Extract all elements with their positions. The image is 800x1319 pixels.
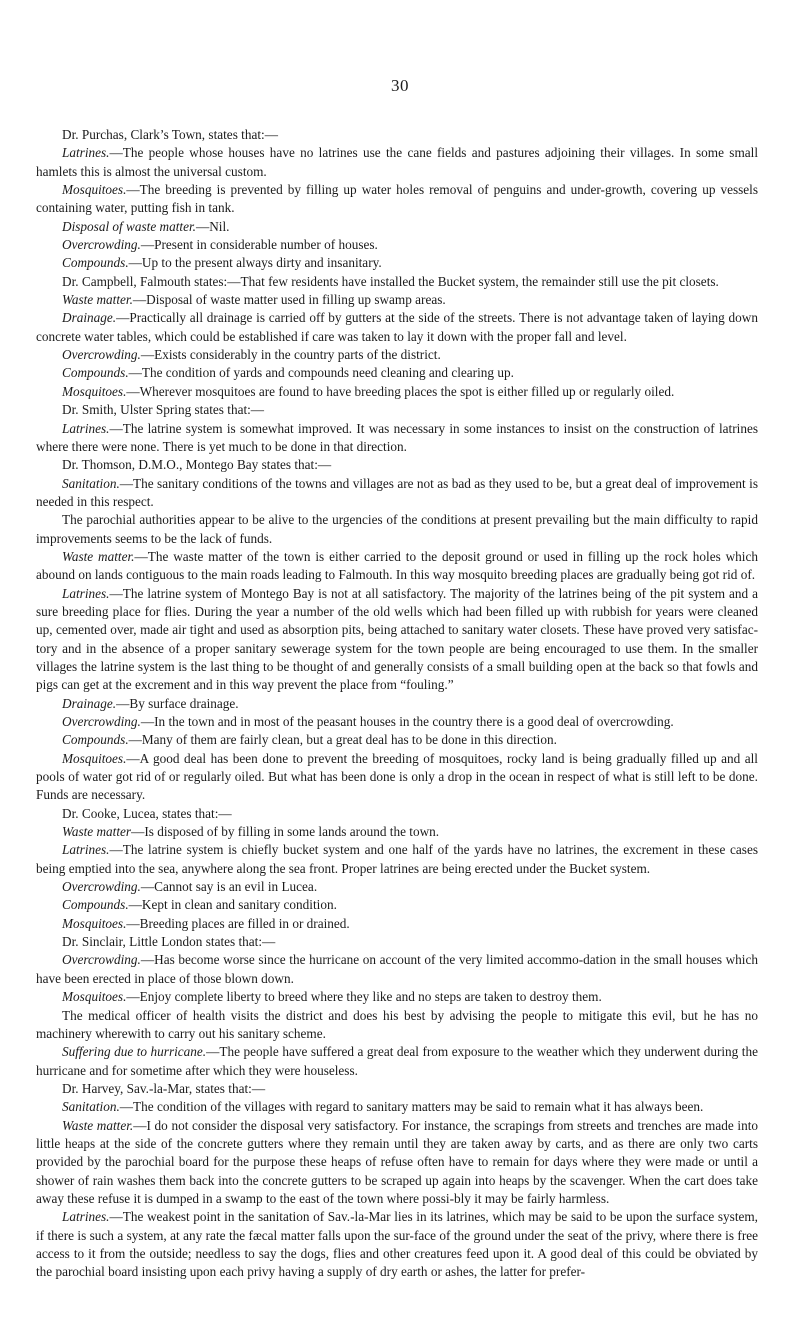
statement-paragraph [36, 933, 758, 951]
section-heading: Overcrowding. [62, 714, 141, 729]
section-heading: Disposal of waste matter. [62, 218, 196, 234]
section-heading: Compounds. [62, 732, 129, 748]
section-heading: Overcrowding. [62, 952, 141, 968]
paragraph-text: Dr. Smith, Ulster Spring states that:— [62, 402, 265, 418]
section-heading: Overcrowding. [62, 347, 141, 363]
section-heading: Compounds. [62, 365, 129, 381]
section-paragraph [36, 291, 758, 309]
section-heading: Mosquitoes. [62, 989, 127, 1005]
paragraph-text: Dr. Sinclair, Little London states that:— [62, 934, 276, 950]
paragraph-text: —Practically all drainage is carried off by gutters at the side of the streets. There is not advantage taken of laying down concrete water tables, which could be established if care was taken to lay it down with the proper fall and level. [36, 310, 758, 344]
section-paragraph [36, 383, 758, 401]
section-paragraph [36, 1117, 758, 1209]
paragraph-text: —The latrine system is somewhat improved. It was necessary in some instances to insist on the construction of latrines where there were none. There is yet much to be done in that direction. [36, 420, 758, 454]
paragraph-text: —By surface drainage. [116, 695, 239, 711]
section-heading: Waste matter [62, 824, 132, 840]
statement-paragraph [36, 1080, 758, 1098]
paragraph-text: —The weakest point in the sanitation of Sav.-la-Mar lies in its latrines, which may be said to be upon the surface system, if there is such a system, at any rate the fæcal matter falls upon the sur-face of the ground under the seat of the privy, where there is free access to it from the outside; needless to say the dogs, flies and other creatures feed upon it. A good deal of this could be obviated by the parochial board insisting upon each privy having a supply of dry earth or ashes, the latter for prefer- [36, 1209, 758, 1280]
section-heading: Overcrowding. [62, 879, 141, 895]
paragraph-text: Dr. Campbell, Falmouth states:—That few residents have installed the Bucket system, the remainder still use the pit closets. [62, 273, 719, 289]
section-paragraph [36, 144, 758, 181]
section-heading: Suffering due to hurricane. [62, 1044, 207, 1060]
paragraph-text: Dr. Cooke, Lucea, states that:— [62, 805, 232, 821]
statement-paragraph [36, 805, 758, 823]
section-heading: Latrines. [62, 145, 110, 161]
section-paragraph [36, 309, 758, 346]
paragraph-text: Dr. Harvey, Sav.-la-Mar, states that:— [62, 1080, 266, 1096]
section-heading: Sanitation. [62, 1099, 120, 1115]
statement-paragraph [36, 401, 758, 419]
report-body [36, 126, 758, 1282]
section-paragraph [36, 988, 758, 1006]
paragraph-text: —Cannot say is an evil in Lucea. [140, 879, 318, 895]
section-paragraph [36, 951, 758, 988]
section-paragraph [36, 915, 758, 933]
section-paragraph [36, 823, 758, 841]
section-paragraph [36, 236, 758, 254]
paragraph-text: —Present in considerable number of houses. [140, 237, 378, 253]
section-paragraph [36, 254, 758, 272]
section-heading: Compounds. [62, 897, 129, 913]
paragraph-text: Dr. Thomson, D.M.O., Montego Bay states that:— [62, 457, 332, 473]
section-paragraph [36, 548, 758, 585]
section-paragraph [36, 878, 758, 896]
paragraph-text: —The latrine system of Montego Bay is not at all satisfactory. The majority of the latrines being of the pit system and a sure breeding place for flies. During the year a number of the old wells which had been filled up with rubbish for years were cleaned up, cemented over, made air tight and used as absorption pits, being attached to sanitary water closets. These have proved very satisfac-tory and in the absence of a proper sanitary sewerage system for the town people are being encouraged to use them. In the smaller villages the latrine system is the last thing to be thought of and generally consists of a small building open at the back so that fowls and pigs can get at the excrement and in this way prevent the place from “fouling.” [36, 585, 758, 693]
section-heading: Overcrowding. [62, 237, 141, 253]
paragraph-text: —Has become worse since the hurricane on account of the very limited accommo-dation in the small houses which have been erected in place of those blown down. [36, 952, 758, 986]
statement-paragraph [36, 126, 758, 144]
statement-paragraph [36, 1007, 758, 1044]
section-paragraph [36, 896, 758, 914]
paragraph-text: —Disposal of waste matter used in filling up swamp areas. [132, 292, 446, 308]
section-paragraph [36, 1098, 758, 1116]
section-paragraph [36, 475, 758, 512]
paragraph-text: The medical officer of health visits the district and does his best by advising the people to mitigate this evil, but he has no machinery wherewith to carry out his sanitary scheme. [36, 1007, 758, 1041]
section-paragraph [36, 731, 758, 749]
paragraph-text: —Exists considerably in the country parts of the district. [140, 347, 441, 363]
section-heading: Latrines. [62, 1209, 110, 1225]
section-paragraph [36, 695, 758, 713]
section-paragraph [36, 585, 758, 695]
paragraph-text: —Kept in clean and sanitary condition. [128, 897, 337, 913]
section-heading: Drainage. [62, 695, 117, 711]
section-paragraph [36, 841, 758, 878]
paragraph-text: The parochial authorities appear to be alive to the urgencies of the conditions at present prevailing but the main difficulty to rapid improvements seems to be the lack of funds. [36, 512, 758, 546]
section-paragraph [36, 750, 758, 805]
paragraph-text: —The breeding is prevented by filling up water holes removal of penguins and under-growth, covering up vessels containing water, putting fish in tank. [36, 182, 758, 216]
section-heading: Latrines. [62, 842, 110, 858]
statement-paragraph [36, 273, 758, 291]
section-paragraph [36, 713, 758, 731]
section-heading: Sanitation. [62, 475, 120, 491]
paragraph-text: —The latrine system is chiefly bucket system and one half of the yards have no latrines, the excrement in these cases being emptied into the sea, anywhere along the sea front. Proper latrines are being erected under the Bucket system. [36, 842, 758, 876]
paragraph-text: —Up to the present always dirty and insanitary. [128, 255, 382, 271]
section-heading: Waste matter. [62, 292, 133, 308]
section-heading: Mosquitoes. [62, 750, 127, 766]
section-heading: Waste matter. [62, 1117, 134, 1133]
section-heading: Latrines. [62, 420, 110, 436]
section-heading: Latrines. [62, 585, 110, 601]
statement-paragraph [36, 511, 758, 548]
paragraph-text: —A good deal has been done to prevent the breeding of mosquitoes, rocky land is being gradually filled up and all pools of water got rid of or regularly oiled. But what has been done is only a drop in the ocean in respect of what is still left to be done. Funds are necessary. [36, 750, 758, 803]
section-paragraph [36, 181, 758, 218]
paragraph-text: —Breeding places are filled in or drained. [126, 915, 350, 931]
paragraph-text: —Many of them are fairly clean, but a great deal has to be done in this direction. [128, 732, 557, 748]
paragraph-text: —The sanitary conditions of the towns and villages are not as bad as they used to be, but a great deal of improvement is needed in this respect. [36, 475, 758, 509]
paragraph-text: —The condition of the villages with regard to sanitary matters may be said to remain what it has always been. [119, 1099, 704, 1115]
paragraph-text: —The condition of yards and compounds need cleaning and clearing up. [128, 365, 514, 381]
section-heading: Mosquitoes. [62, 915, 127, 931]
section-heading: Waste matter. [62, 548, 135, 564]
section-paragraph [36, 1208, 758, 1281]
paragraph-text: —The people whose houses have no latrines use the cane fields and pastures adjoining their villages. In some small hamlets this is almost the universal custom. [36, 145, 758, 179]
section-paragraph [36, 346, 758, 364]
section-heading: Mosquitoes. [62, 383, 127, 399]
section-paragraph [36, 364, 758, 382]
paragraph-text: —Nil. [195, 218, 230, 234]
statement-paragraph [36, 456, 758, 474]
paragraph-text: —The people have suffered a great deal from exposure to the weather which they underwent during the hurricane and for sometime after which they were houseless. [36, 1044, 758, 1078]
paragraph-text: Dr. Purchas, Clark’s Town, states that:— [62, 127, 278, 142]
paragraph-text: —Enjoy complete liberty to breed where they like and no steps are taken to destroy them. [126, 989, 602, 1005]
section-paragraph [36, 218, 758, 236]
paragraph-text: —The waste matter of the town is either carried to the deposit ground or used in filling up the rock holes which abound on lands contiguous to the main roads leading to Falmouth. In this way mosquito breeding places are gradually being got rid of. [36, 548, 758, 583]
section-heading: Drainage. [62, 310, 117, 326]
paragraph-text: —I do not consider the disposal very satisfactory. For instance, the scrapings from streets and trenches are made into little heaps at the side of the concrete gutters where they remain until they are taken away by carts, and as there are only two carts provided by the parochial board for the purpose these heaps of refuse often have to remain for days where they were made or until a shower of rain washes them back into the concrete gutters to be scraped up again into heaps by the scavenger. When the cart does take away these refuse it is dumped in a swamp to the east of the town where possi-bly it may be fairly harmless. [36, 1117, 758, 1206]
section-paragraph [36, 420, 758, 457]
paragraph-text: —In the town and in most of the peasant houses in the country there is a good deal of overcrowding. [140, 714, 674, 729]
section-heading: Compounds. [62, 255, 129, 271]
paragraph-text: —Is disposed of by filling in some lands around the town. [131, 824, 440, 840]
page-number: 30 [391, 76, 409, 95]
section-heading: Mosquitoes. [62, 182, 127, 198]
section-paragraph [36, 1043, 758, 1080]
paragraph-text: —Wherever mosquitoes are found to have breeding places the spot is either filled up or regularly oiled. [126, 383, 675, 399]
